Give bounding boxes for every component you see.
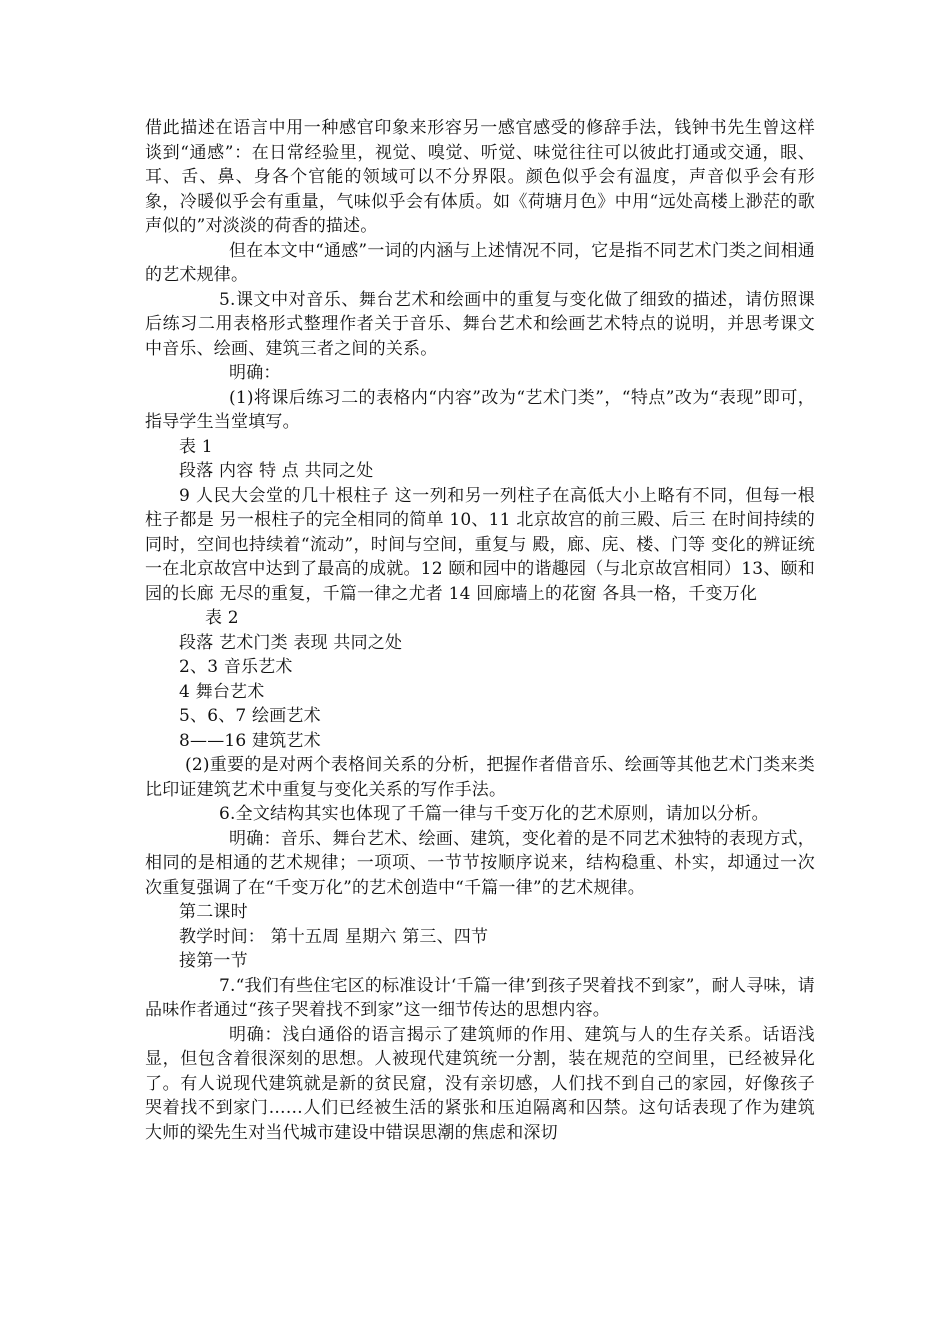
document-page bbox=[145, 116, 815, 1145]
table-2-row-painting: 5、6、7 绘画艺术 bbox=[179, 706, 321, 726]
question-7: 7.“我们有些住宅区的标准设计‘千篇一律’到孩子哭着找不到家”，耐人寻味，请品味作者通过“孩子哭着找不到家”这一细节传达的思想内容。 bbox=[145, 975, 816, 1020]
teaching-time: 教学时间： 第十五周 星期六 第三、四节 bbox=[179, 926, 489, 947]
table-2-title: 表 2 bbox=[205, 608, 239, 628]
answer-7: 明确：浅白通俗的语言揭示了建筑师的作用、建筑与人的生存关系。话语浅显，但包含着很深刻的思想。人被现代建筑统一分割，装在规范的空间里，已经被异化了。有人说现代建筑就是新的贫民窟，没有亲切感，人们找不到自己的家园，好像孩子哭着找不到家门……人们已经被生活的紧张和压迫隔离和囚禁。这句话表现了作为建筑大师的梁先生对当代城市建设中错误思潮的焦虑和深切 bbox=[145, 1024, 815, 1143]
table-2-row-architecture: 8——16 建筑艺术 bbox=[179, 730, 321, 751]
paragraph-synesthesia-definition: 借此描述在语言中用一种感官印象来形容另一感官感受的修辞手法，钱钟书先生曾这样谈到“通感”：在日常经验里，视觉、嗅觉、听觉、味觉往往可以彼此打通或交通，眼、耳、舌、鼻、身各个官能的领域可以不分界限。颜色似乎会有温度，声音似乎会有形象，冷暖似乎会有重量，气味似乎会有体质。如《荷塘月色》中用“远处高楼上渺茫的歌声似的”对淡淡的荷香的描述。 bbox=[145, 118, 815, 236]
table-1-header: 段落 内容 特 点 共同之处 bbox=[179, 461, 374, 481]
table-2-row-stage: 4 舞台艺术 bbox=[179, 681, 265, 702]
table-2-row-music: 2、3 音乐艺术 bbox=[179, 657, 293, 677]
answer-label-5: 明确： bbox=[229, 363, 281, 383]
table-2-header: 段落 艺术门类 表现 共同之处 bbox=[179, 632, 403, 653]
lesson-2-heading: 第二课时 bbox=[179, 902, 248, 922]
table-1-title: 表 1 bbox=[179, 436, 213, 457]
paragraph-synesthesia-in-text: 但在本文中“通感”一词的内涵与上述情况不同，它是指不同艺术门类之间相通的艺术规律。 bbox=[145, 240, 815, 285]
answer-6: 明确：音乐、舞台艺术、绘画、建筑，变化着的是不同艺术独特的表现方式，相同的是相通的艺术规律；一项项、一节节按顺序说来，结构稳重、朴实，却通过一次次重复强调了在“千变万化”的艺术创造中“千篇一律”的艺术规律。 bbox=[145, 828, 815, 898]
question-5: 5.课文中对音乐、舞台艺术和绘画中的重复与变化做了细致的描述，请仿照课后练习二用表格形式整理作者关于音乐、舞台艺术和绘画艺术特点的说明，并思考课文中音乐、绘画、建筑三者之间的关系。 bbox=[145, 289, 815, 359]
answer-5-part-1: (1)将课后练习二的表格内“内容”改为“艺术门类”，“特点”改为“表现”即可，指导学生当堂填写。 bbox=[145, 387, 815, 432]
continue-section-1: 接第一节 bbox=[179, 951, 248, 971]
answer-5-part-2: (2)重要的是对两个表格间关系的分析，把握作者借音乐、绘画等其他艺术门类来类比印证建筑艺术中重复与变化关系的写作手法。 bbox=[145, 755, 815, 800]
question-6: 6.全文结构其实也体现了千篇一律与千变万化的艺术原则，请加以分析。 bbox=[219, 804, 769, 824]
table-1-body: 9 人民大会堂的几十根柱子 这一列和另一列柱子在高低大小上略有不同，但每一根柱子都是 另一根柱子的完全相同的简单 10、11 北京故宫的前三殿、后三 在时间持续的同时，空间也持续着“流动”，时间与空间，重复与 殿，廊、庑、楼、门等 变化的辨证统一在北京故宫中达到了最高的成就。12 颐和园中的谐趣园（与北京故宫相同）13、颐和园的长廊 无尽的重复，千篇一律之尤者 14 回廊墙上的花窗 各具一格，千变万化 bbox=[145, 485, 815, 604]
